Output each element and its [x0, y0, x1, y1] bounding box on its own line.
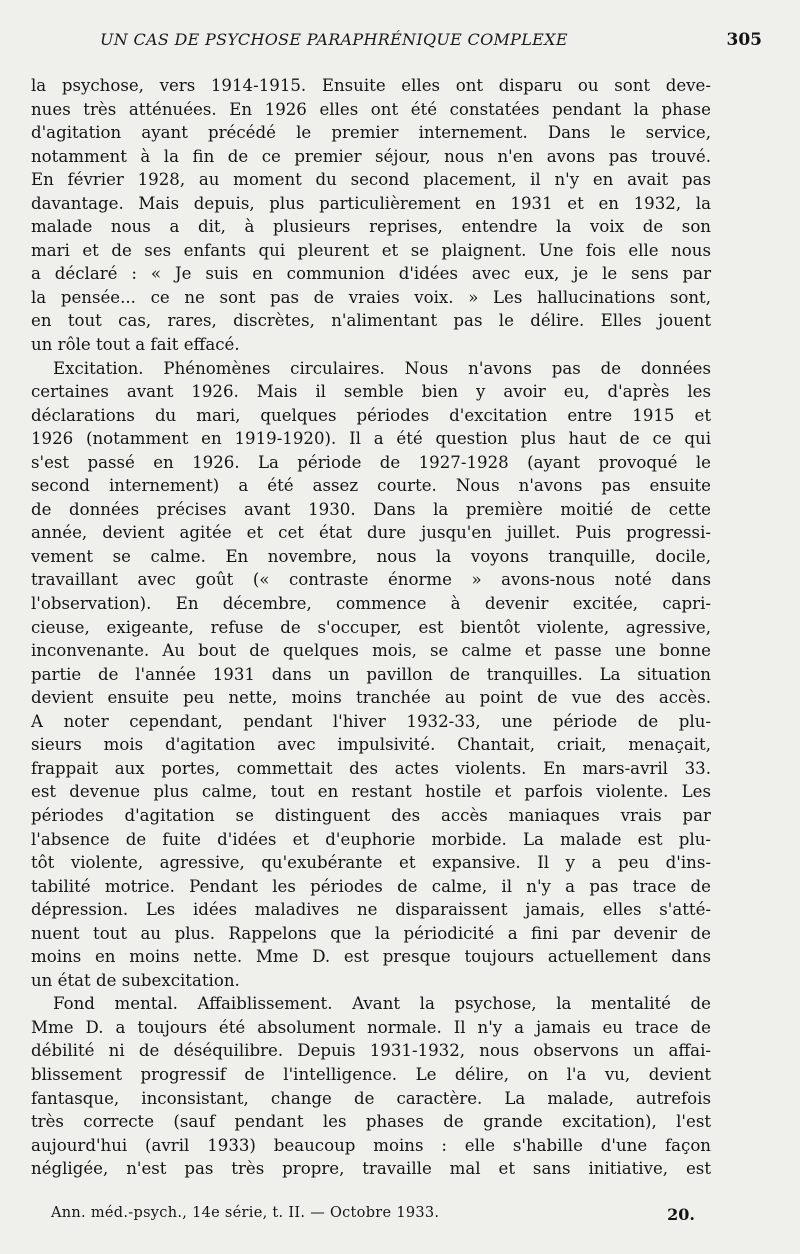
text-line: l'absence de fuite d'idées et d'euphorie morbide. La malade est plu- [31, 829, 711, 849]
signature-folio: 20. [667, 1205, 695, 1224]
text-line: en tout cas, rares, discrètes, n'alimentant pas le délire. Elles jouent [31, 311, 711, 331]
paragraph [31, 992, 711, 1180]
text-line: dépression. Les idées maladives ne disparaissent jamais, elles s'atté- [31, 900, 711, 920]
text-line: très correcte (sauf pendant les phases de grande excitation), l'est [31, 1112, 711, 1132]
text-line: frappait aux portes, commettait des actes violents. En mars-avril 33. [31, 758, 711, 778]
text-line: déclarations du mari, quelques périodes d'excitation entre 1915 et [31, 405, 711, 425]
text-line: est devenue plus calme, tout en restant hostile et parfois violente. Les [31, 782, 711, 802]
text-line: d'agitation ayant précédé le premier internement. Dans le service, [31, 123, 711, 143]
text-line: certaines avant 1926. Mais il semble bien y avoir eu, d'après les [31, 382, 711, 402]
text-line: inconvenante. Au bout de quelques mois, se calme et passe une bonne [31, 641, 711, 661]
text-line: malade nous a dit, à plusieurs reprises, entendre la voix de son [31, 217, 711, 237]
page-header [0, 30, 800, 56]
text-line: A noter cependant, pendant l'hiver 1932-33, une période de plu- [31, 711, 711, 731]
text-line: Fond mental. Affaiblissement. Avant la psychose, la mentalité de [53, 994, 711, 1014]
page-footer [0, 1205, 800, 1229]
body-text [31, 74, 711, 1181]
text-line: sieurs mois d'agitation avec impulsivité. Chantait, criait, menaçait, [31, 735, 711, 755]
text-line: négligée, n'est pas très propre, travaille mal et sans initiative, est [31, 1159, 711, 1179]
paragraph [31, 357, 711, 993]
text-line: fantasque, inconsistant, change de caractère. La malade, autrefois [31, 1088, 711, 1108]
running-title: UN CAS DE PSYCHOSE PARAPHRÉNIQUE COMPLEXE [100, 30, 568, 49]
text-line: de données précises avant 1930. Dans la première moitié de cette [31, 499, 711, 519]
text-line: notamment à la fin de ce premier séjour, nous n'en avons pas trouvé. [31, 146, 711, 166]
text-line: second internement) a été assez courte. Nous n'avons pas ensuite [31, 476, 711, 496]
text-line: moins en moins nette. Mme D. est presque toujours actuellement dans [31, 947, 711, 967]
text-line: partie de l'année 1931 dans un pavillon de tranquilles. La situation [31, 664, 711, 684]
text-line: aujourd'hui (avril 1933) beaucoup moins : elle s'habille d'une façon [31, 1135, 711, 1155]
journal-citation: Ann. méd.-psych., 14e série, t. II. — Octobre 1933. [51, 1205, 440, 1221]
text-line: Mme D. a toujours été absolument normale. Il n'y a jamais eu trace de [31, 1017, 711, 1037]
text-line: un rôle tout a fait effacé. [31, 335, 240, 355]
text-line: travaillant avec goût (« contraste énorme » avons-nous noté dans [31, 570, 711, 590]
text-line: devient ensuite peu nette, moins tranchée au point de vue des accès. [31, 688, 711, 708]
text-line: Excitation. Phénomènes circulaires. Nous n'avons pas de données [53, 358, 711, 378]
text-line: la pensée... ce ne sont pas de vraies voix. » Les hallucinations sont, [31, 287, 711, 307]
text-line: tabilité motrice. Pendant les périodes de calme, il n'y a pas trace de [31, 876, 711, 896]
text-line: la psychose, vers 1914-1915. Ensuite elles ont disparu ou sont deve- [31, 76, 711, 95]
text-line: s'est passé en 1926. La période de 1927-1928 (ayant provoqué le [31, 452, 711, 472]
paragraph [31, 74, 711, 357]
text-line: cieuse, exigeante, refuse de s'occuper, est bientôt violente, agressive, [31, 617, 711, 637]
text-line: davantage. Mais depuis, plus particulièrement en 1931 et en 1932, la [31, 193, 711, 213]
text-line: nues très atténuées. En 1926 elles ont été constatées pendant la phase [31, 99, 711, 119]
text-line: 1926 (notamment en 1919-1920). Il a été question plus haut de ce qui [31, 429, 711, 449]
text-line: nuent tout au plus. Rappelons que la périodicité a fini par devenir de [31, 923, 711, 943]
text-line: a déclaré : « Je suis en communion d'idées avec eux, je le sens par [31, 264, 711, 284]
text-line: un état de subexcitation. [31, 970, 240, 990]
text-line: année, devient agitée et cet état dure jusqu'en juillet. Puis progressi- [31, 523, 711, 543]
text-line: l'observation). En décembre, commence à devenir excitée, capri- [31, 594, 711, 614]
text-line: En février 1928, au moment du second placement, il n'y en avait pas [31, 170, 711, 190]
text-line: vement se calme. En novembre, nous la voyons tranquille, docile, [31, 546, 711, 566]
text-line: mari et de ses enfants qui pleurent et se plaignent. Une fois elle nous [31, 240, 711, 260]
text-line: blissement progressif de l'intelligence. Le délire, on l'a vu, devient [31, 1064, 711, 1084]
page-number: 305 [726, 30, 762, 50]
text-line: tôt violente, agressive, qu'exubérante et expansive. Il y a peu d'ins- [31, 853, 711, 873]
text-line: débilité ni de déséquilibre. Depuis 1931-1932, nous observons un affai- [31, 1041, 711, 1061]
text-line: périodes d'agitation se distinguent des accès maniaques vrais par [31, 805, 711, 825]
